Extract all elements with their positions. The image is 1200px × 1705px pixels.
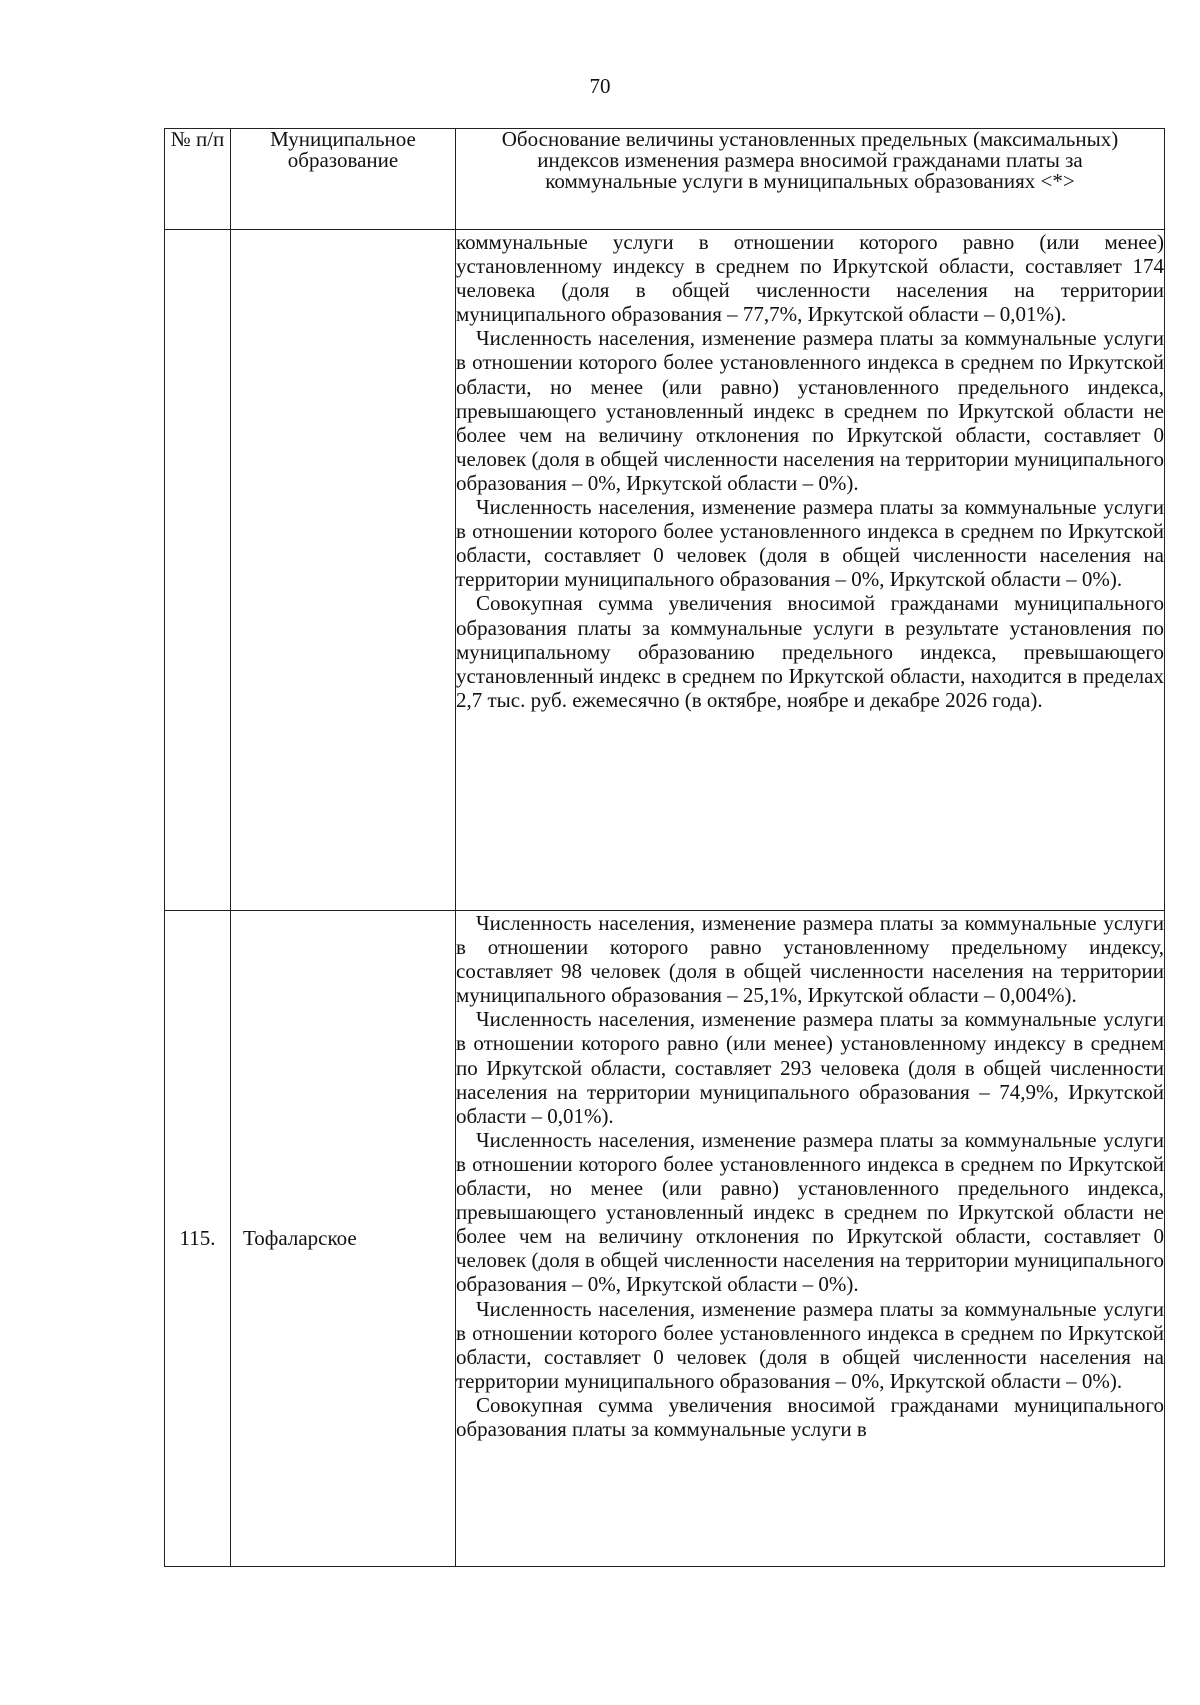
header-municipality-label: Муниципальное образование	[270, 127, 416, 172]
page-number: 70	[589, 74, 611, 98]
table-row	[165, 911, 1165, 1567]
paragraph: Совокупная сумма увеличения вносимой гражданами муниципального образования платы за коммунальные услуги в результате установления по муниципальному образованию предельного индекса, превышающего установленный индекс в среднем по Иркутской области, находится в пределах 2,7 тыс. руб. ежемесячно (в октябре, ноябре и декабре 2026 года).	[456, 591, 1164, 712]
justification-table	[164, 128, 1165, 1567]
header-num-label: № п/п	[170, 127, 225, 151]
paragraph: Численность населения, изменение размера платы за коммунальные услуги в отношении которого равно (или менее) установленному индексу в среднем по Иркутской области, составляет 293 человека (доля в общей численности населения на территории муниципального образования – 74,9%, Иркутской области – 0,01%).	[456, 1007, 1164, 1128]
row-justification-cell	[456, 911, 1165, 1567]
table-header-row	[165, 129, 1165, 230]
paragraph: Численность населения, изменение размера платы за коммунальные услуги в отношении которого более установленного индекса в среднем по Иркутской области, но менее (или равно) установленного предельного индекса, превышающего установленный индекс в среднем по Иркутской области не более чем на величину отклонения по Иркутской области, составляет 0 человек (доля в общей численности населения на территории муниципального образования – 0%, Иркутской области – 0%).	[456, 1127, 1164, 1297]
paragraph: Численность населения, изменение размера платы за коммунальные услуги в отношении которого более установленного индекса в среднем по Иркутской области, составляет 0 человек (доля в общей численности населения на территории муниципального образования – 0%, Иркутской области – 0%).	[456, 495, 1164, 592]
row-justification-cell	[456, 230, 1165, 911]
paragraph: Совокупная сумма увеличения вносимой гражданами муниципального образования платы за коммунальные услуги в	[456, 1392, 1164, 1441]
header-municipality	[231, 129, 456, 230]
row-num-cell: 115.	[165, 911, 231, 1567]
header-justification-label: Обоснование величины установленных предельных (максимальных) индексов изменения размера вносимой гражданами платы за коммунальные услуги в муниципальных образованиях <*>	[501, 127, 1119, 193]
paragraph: Численность населения, изменение размера платы за коммунальные услуги в отношении которого более установленного индекса в среднем по Иркутской области, но менее (или равно) установленного предельного индекса, превышающего установленный индекс в среднем по Иркутской области не более чем на величину отклонения по Иркутской области, составляет 0 человек (доля в общей численности населения на территории муниципального образования – 0%, Иркутской области – 0%).	[456, 326, 1164, 495]
paragraph: Численность населения, изменение размера платы за коммунальные услуги в отношении которого более установленного индекса в среднем по Иркутской области, составляет 0 человек (доля в общей численности населения на территории муниципального образования – 0%, Иркутской области – 0%).	[456, 1296, 1164, 1393]
row-num-cell	[165, 230, 231, 911]
row-municipality-cell: Тофаларское	[231, 911, 456, 1567]
header-justification	[456, 129, 1165, 230]
table-row	[165, 230, 1165, 911]
header-num	[165, 129, 231, 230]
paragraph: коммунальные услуги в отношении которого равно (или менее) установленному индексу в среднем по Иркутской области, составляет 174 человека (доля в общей численности населения на территории муниципального образования – 77,7%, Иркутской области – 0,01%).	[456, 230, 1164, 327]
paragraph: Численность населения, изменение размера платы за коммунальные услуги в отношении которого равно установленному предельному индексу, составляет 98 человек (доля в общей численности населения на территории муниципального образования – 25,1%, Иркутской области – 0,004%).	[456, 911, 1164, 1008]
row-municipality-cell	[231, 230, 456, 911]
